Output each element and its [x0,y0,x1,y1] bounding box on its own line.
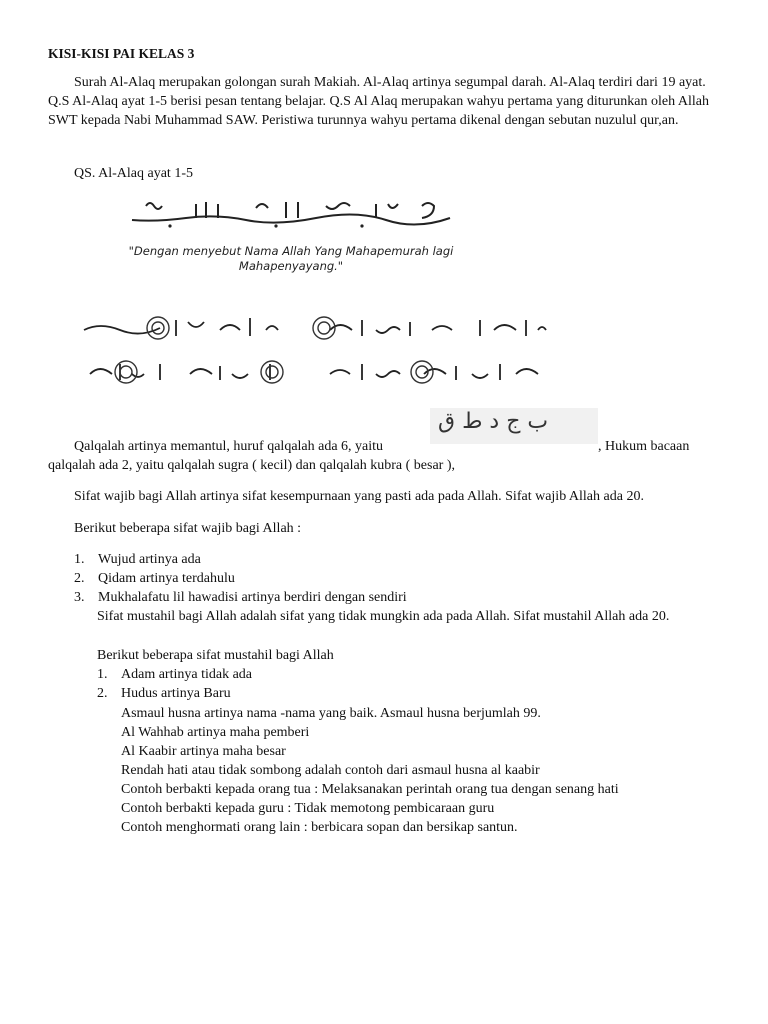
mustahil-list [97,665,252,703]
basmalah-translation: "Dengan menyebut Nama Allah Yang Mahapemurah lagi Mahapenyayang." [128,244,454,273]
list-item: 2. Qidam artinya terdahulu [74,571,235,586]
berikut-mustahil: Berikut beberapa sifat mustahil bagi Allah [97,648,334,663]
list-item: 2. Hudus artinya Baru [97,686,231,701]
qalqalah-tail: , Hukum bacaan [598,439,690,454]
asmaul-line: Contoh berbakti kepada orang tua : Melaksanakan perintah orang tua dengan senang hati [121,782,619,797]
qs-label: QS. Al-Alaq ayat 1-5 [74,166,193,181]
sifat-mustahil-paragraph: Sifat mustahil bagi Allah adalah sifat yang tidak mungkin ada pada Allah. Sifat mustahil Allah ada 20. [97,609,670,624]
asmaul-line: Asmaul husna artinya nama -nama yang baik. Asmaul husna berjumlah 99. [121,706,541,721]
qalqalah-line2: qalqalah ada 2, yaitu qalqalah sugra ( kecil) dan qalqalah kubra ( besar ), [48,458,455,473]
list-item: 1. Wujud artinya ada [74,552,201,567]
asmaul-line: Contoh berbakti kepada guru : Tidak memotong pembicaraan guru [121,801,495,816]
qalqalah-letters: ب ج د ط ق [438,409,549,434]
list-item: 1. Adam artinya tidak ada [97,667,253,682]
intro-paragraph: Surah Al-Alaq merupakan golongan surah Makiah. Al-Alaq artinya segumpal darah. Al-Alaq terdiri dari 19 ayat. Q.S Al-Alaq ayat 1-5 berisi pesan tentang belajar. Q.S Al Alaq merupakan wahyu pertama yang diturunkan oleh Allah SWT kepada Nabi Muhammad SAW. Peristiwa turunnya wahyu pertama dikenal dengan sebutan nuzulul qur,an. [48,75,709,128]
wajib-list [48,550,728,607]
asmaul-line: Contoh menghormati orang lain : berbicara sopan dan bersikap santun. [121,820,518,835]
document-title: KISI-KISI PAI KELAS 3 [48,46,195,61]
basmalah-calligraphy-image [126,196,456,232]
asmaul-line: Al Kaabir artinya maha besar [121,744,286,759]
list-item: 3. Mukhalafatu lil hawadisi artinya berdiri dengan sendiri [74,590,407,605]
sifat-wajib-paragraph: Sifat wajib bagi Allah artinya sifat kesempurnaan yang pasti ada pada Allah. Sifat wajib Allah ada 20. [74,489,644,504]
al-alaq-verses-image [80,308,550,392]
qalqalah-letters-image [430,408,598,444]
berikut-wajib: Berikut beberapa sifat wajib bagi Allah : [74,521,302,536]
qalqalah-lead: Qalqalah artinya memantul, huruf qalqalah ada 6, yaitu [74,439,384,454]
asmaul-line: Al Wahhab artinya maha pemberi [121,725,310,740]
asmaul-line: Rendah hati atau tidak sombong adalah contoh dari asmaul husna al kaabir [121,763,540,778]
